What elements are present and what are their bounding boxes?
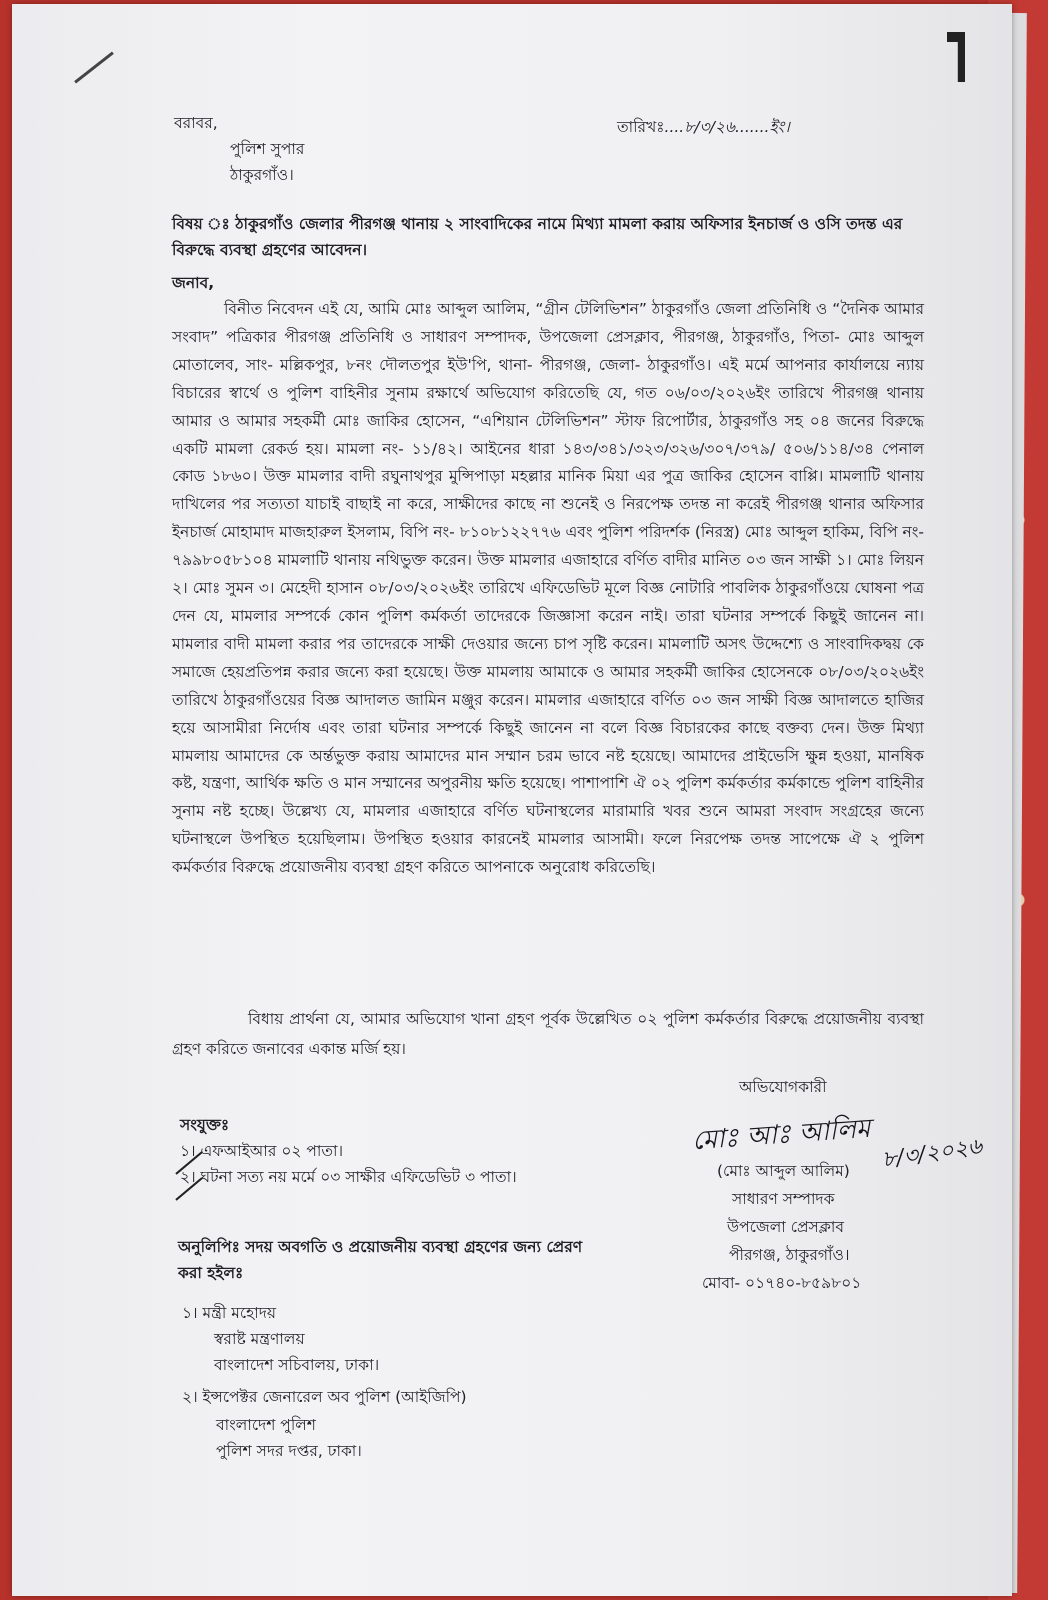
letter-content (12, 4, 1012, 1596)
to-label: বরাবর, (174, 114, 218, 132)
enclosures-label: সংযুক্তঃ (180, 1116, 230, 1134)
date-value: ....৮/৩/২৬.......ইং। (664, 118, 790, 136)
signer-mobile: মোবা- ০১৭৪০-৮৫৯৮০১ (702, 1274, 862, 1292)
letter-page (12, 4, 1012, 1596)
copy-recipient-title: ১। মন্ত্রী মহোদয় (182, 1304, 277, 1322)
date-line (617, 116, 790, 138)
to-place: ঠাকুরগাঁও। (230, 166, 294, 184)
to-name: পুলিশ সুপার (230, 140, 305, 158)
enclosure-item: ১। এফআইআর ০২ পাতা। (180, 1142, 344, 1160)
subject (172, 211, 924, 263)
complainant-label: অভিযোগকারী (739, 1078, 827, 1096)
copy-recipient-line: বাংলাদেশ সচিবালয়, ঢাকা। (214, 1356, 380, 1374)
date-label: তারিখঃ (617, 118, 665, 136)
copy-recipient-line: পুলিশ সদর দপ্তর, ঢাকা। (216, 1442, 362, 1460)
subject-label: বিষয় ঃ (172, 215, 230, 233)
signer-place: পীরগঞ্জ, ঠাকুরগাঁও। (729, 1246, 850, 1264)
prayer-paragraph: বিধায় প্রার্থনা যে, আমার অভিযোগ খানা গ্রহণ পূর্বক উল্লেখিত ০২ পুলিশ কর্মকর্তার বিরুদ্ধে প্রয়োজনীয় ব্যবস্থা গ্রহণ করিতে জনাবের একান্ত মর্জি হয়। (172, 1010, 924, 1058)
copy-recipient-line: বাংলাদেশ পুলিশ (216, 1416, 316, 1434)
enclosure-item: ২। ঘটনা সত্য নয় মর্মে ০৩ সাক্ষীর এফিডেভিট ৩ পাতা। (180, 1168, 517, 1186)
copy-heading-cont: করা হইলঃ (178, 1264, 244, 1282)
signer-name: (মোঃ আব্দুল আলিম) (717, 1162, 850, 1180)
signature-date: ৮/৩/২০২৬ (880, 1134, 984, 1173)
copy-recipient-title: ২। ইন্সপেক্টর জেনারেল অব পুলিশ (আইজিপি) (182, 1388, 467, 1406)
copy-heading: অনুলিপিঃ সদয় অবগতি ও প্রয়োজনীয় ব্যবস্থা গ্রহণের জন্য প্রেরণ (178, 1238, 583, 1256)
salutation: জনাব, (172, 274, 215, 292)
signature-text: মোঃ আঃ আলিম (691, 1113, 872, 1157)
signer-org: উপজেলা প্রেসক্লাব (727, 1218, 845, 1236)
letter-body: বিনীত নিবেদন এই যে, আমি মোঃ আব্দুল আলিম, “গ্রীন টেলিভিশন” ঠাকুরগাঁও জেলা প্রতিনিধি ও “দৈনিক আমার সংবাদ” পত্রিকার পীরগঞ্জ প্রতিনিধি ও সাধারণ সম্পাদক, উপজেলা প্রেসক্লাব, পীরগঞ্জ, ঠাকুরগাঁও, পিতা- মোঃ আব্দুল মোতালেব, সাং- মল্লিকপুর, ৮নং দৌলতপুর ইউ'পি, থানা- পীরগঞ্জ, জেলা- ঠাকুরগাঁও। এই মর্মে আপনার কার্যালয়ে ন্যায় বিচারের স্বার্থে ও পুলিশ বাহিনীর সুনাম রক্ষার্থে অভিযোগ করিতেছি যে, গত ০৬/০৩/২০২৬ইং তারিখে পীরগঞ্জ থানায় আমার ও আমার সহকর্মী মোঃ জাকির হোসেন, “এশিয়ান টেলিভিশন” স্টাফ রিপোর্টার, ঠাকুরগাঁও সহ ০৪ জনের বিরুদ্ধে একটি মামলা রেকর্ড হয়। মামলা নং- ১১/৪২। আইনের ধারা ১৪৩/৩৪১/৩২৩/৩২৬/৩০৭/৩৭৯/ ৫০৬/১১৪/৩৪ পেনাল কোড ১৮৬০। উক্ত মামলার বাদী রঘুনাথপুর মুন্সিপাড়া মহল্লার মানিক মিয়া এর পুত্র জাকির হোসেন বাপ্পি। মামলাটি থানায় দাখিলের পর সত্যতা যাচাই বাছাই না করে, সাক্ষীদের কাছে না শুনেই ও নিরপেক্ষ তদন্ত না করেই পীরগঞ্জ থানার অফিসার ইনচার্জ মোহামাদ মাজহারুল ইসলাম, বিপি নং- ৮১০৮১২২৭৭৬ এবং পুলিশ পরিদর্শক (নিরস্ত্র) মোঃ আব্দুল হাকিম, বিপি নং- ৭৯৯৮০৫৮১০৪ মামলাটি থানায় নথিভুক্ত করেন। উক্ত মামলার এজাহারে বর্ণিত বাদীর মানিত ০৩ জন সাক্ষী ১। মোঃ লিয়ন ২। মোঃ সুমন ৩। মেহেদী হাসান ০৮/০৩/২০২৬ইং তারিখে এফিডেভিট মূলে বিজ্ঞ নোটারি পাবলিক ঠাকুরগাঁওয়ে ঘোষনা পত্র দেন যে, মামলার সম্পর্কে কোন পুলিশ কর্মকর্তা তাদেরকে জিজ্ঞাসা করেন নাই। তারা ঘটনার সম্পর্কে কিছুই জানেন না। মামলার বাদী মামলা করার পর তাদেরকে সাক্ষী দেওয়ার জন্যে চাপ সৃষ্টি করেন। মামলাটি অসৎ উদ্দেশ্যে ও সাংবাদিকদ্বয় কে সমাজে হেয়প্রতিপন্ন করার জন্যে করা হয়েছে। উক্ত মামলায় আমাকে ও আমার সহকর্মী জাকির হোসেনকে ০৮/০৩/২০২৬ইং তারিখে ঠাকুরগাঁওয়ের বিজ্ঞ আদালত জামিন মঞ্জুর করেন। মামলার এজাহারে বর্ণিত ০৩ জন সাক্ষী বিজ্ঞ আদালতে হাজির হয়ে আসামীরা নির্দোষ এবং তারা ঘটনার সম্পর্কে কিছুই জানেন না বলে বিজ্ঞ বিচারকের কাছে বক্তব্য দেন। উক্ত মিথ্যা মামলায় আমাদের কে অর্ন্তভুক্ত করায় আমাদের মান সম্মান চরম ভাবে নষ্ট হয়েছে। আমাদের প্রাইভেসি ক্ষুন্ন হওয়া, মানষিক কষ্ট, যন্ত্রণা, আর্থিক ক্ষতি ও মান সম্মানের অপুরনীয় ক্ষতি হয়েছে। পাশাপাশি ঐ ০২ পুলিশ কর্মকর্তার কর্মকান্ডে পুলিশ বাহিনীর সুনাম নষ্ট হচ্ছে। উল্লেখ্য যে, মামলার এজাহারে বর্ণিত ঘটনাস্থলের মারামারি খবর শুনে আমরা সংবাদ সংগ্রহের জন্যে ঘটনাস্থলে উপস্থিত হয়েছিলাম। উপস্থিত হওয়ার কারনেই মামলার আসামী। ফলে নিরপেক্ষ তদন্ত সাপেক্ষে ঐ ২ পুলিশ কর্মকর্তার বিরুদ্ধে প্রয়োজনীয় ব্যবস্থা গ্রহণ করিতে আপনাকে অনুরোধ করিতেছি। (172, 300, 924, 877)
copy-recipient-line: স্বরাষ্ট মন্ত্রণালয় (214, 1330, 305, 1348)
signer-title: সাধারণ সম্পাদক (732, 1190, 835, 1208)
subject-text: ঠাকুরগাঁও জেলার পীরগঞ্জ থানায় ২ সাংবাদিকের নামে মিথ্যা মামলা করায় অফিসার ইনচার্জ ও ওসি তদন্ত এর বিরুদ্ধে ব্যবস্থা গ্রহণের আবেদন। (172, 215, 903, 259)
